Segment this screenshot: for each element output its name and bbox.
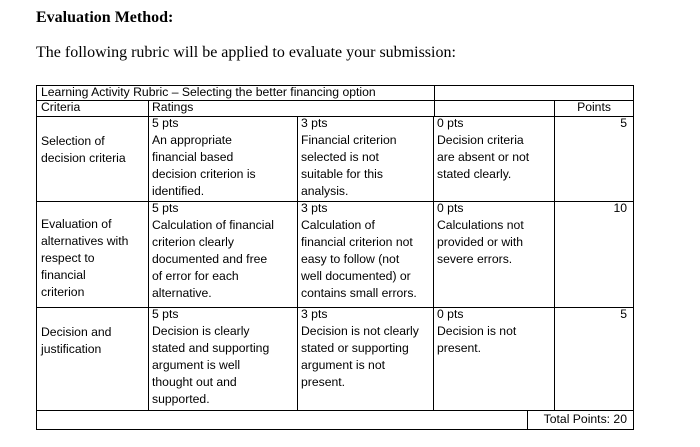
rating-description: are absent or not — [437, 150, 530, 164]
rating-cell — [297, 306, 433, 391]
rating-cell — [148, 200, 297, 302]
rating-description: Decision criteria — [437, 133, 524, 147]
rating-points: 5 pts — [152, 201, 179, 215]
rating-description: financial criterion not — [301, 235, 413, 249]
rating-description: severe errors. — [437, 252, 513, 266]
rating-description: easy to follow (not — [301, 252, 400, 266]
points-value: 10 — [613, 201, 627, 215]
rating-description: documented and free — [152, 252, 268, 266]
rating-cell — [148, 115, 297, 200]
total-points: Total Points: 20 — [543, 412, 627, 426]
rating-points: 5 pts — [152, 307, 179, 321]
rating-description: of error for each — [152, 269, 239, 283]
criterion-cell — [37, 216, 148, 301]
rubric-table — [36, 85, 634, 430]
rating-cell — [433, 115, 554, 183]
rating-points: 0 pts — [437, 307, 464, 321]
rating-description: alternative. — [152, 286, 212, 300]
rating-description: Calculation of — [301, 218, 375, 232]
rating-description: stated clearly. — [437, 167, 512, 181]
header-points: Points — [577, 100, 611, 114]
section-heading: Evaluation Method: — [36, 9, 174, 26]
rating-points: 5 pts — [152, 116, 179, 130]
rating-description: stated and supporting — [152, 341, 270, 355]
criterion-text: justification — [41, 342, 102, 356]
criterion-text: decision criteria — [41, 151, 126, 165]
rating-cell — [433, 200, 554, 268]
rating-description: well documented) or — [301, 269, 411, 283]
rating-points: 3 pts — [301, 201, 328, 215]
criterion-text: Selection of — [41, 134, 105, 148]
criterion-text: respect to — [41, 251, 95, 265]
rating-description: supported. — [152, 392, 210, 406]
rating-description: argument is well — [152, 358, 241, 372]
header-ratings: Ratings — [152, 100, 194, 114]
points-value: 5 — [620, 307, 627, 321]
points-value: 5 — [620, 116, 627, 130]
rating-description: Financial criterion — [301, 133, 397, 147]
rating-points: 0 pts — [437, 201, 464, 215]
criterion-cell — [37, 133, 148, 167]
rating-description: contains small errors. — [301, 286, 417, 300]
rating-description: Decision is not clearly — [301, 324, 419, 338]
criterion-text: Evaluation of — [41, 217, 112, 231]
grid-line — [434, 100, 435, 116]
rating-description: stated or supporting — [301, 341, 409, 355]
rating-cell — [297, 200, 433, 302]
rating-description: financial based — [152, 150, 234, 164]
rating-cell — [148, 306, 297, 408]
rubric-title: Learning Activity Rubric – Selecting the better financing option — [41, 85, 376, 99]
rating-description: present. — [301, 375, 346, 389]
criterion-text: financial — [41, 268, 86, 282]
rating-description: criterion clearly — [152, 235, 234, 249]
rating-description: Decision is clearly — [152, 324, 250, 338]
header-criteria: Criteria — [41, 100, 81, 114]
rating-description: suitable for this — [301, 167, 383, 181]
rating-description: thought out and — [152, 375, 237, 389]
rating-description: An appropriate — [152, 133, 232, 147]
intro-text: The following rubric will be applied to evaluate your submission: — [36, 44, 456, 61]
criterion-cell — [37, 324, 148, 358]
rating-description: Calculations not — [437, 218, 524, 232]
rating-description: analysis. — [301, 184, 349, 198]
rating-cell — [433, 306, 554, 357]
criterion-text: alternatives with — [41, 234, 129, 248]
rating-description: selected is not — [301, 150, 379, 164]
rating-description: provided or with — [437, 235, 524, 249]
rating-description: Decision is not — [437, 324, 517, 338]
rating-points: 3 pts — [301, 307, 328, 321]
criterion-text: criterion — [41, 285, 85, 299]
rating-description: identified. — [152, 184, 205, 198]
rating-description: present. — [437, 341, 482, 355]
rating-description: Calculation of financial — [152, 218, 274, 232]
rating-description: decision criterion is — [152, 167, 256, 181]
grid-line — [554, 100, 555, 410]
rating-description: argument is not — [301, 358, 386, 372]
criterion-text: Decision and — [41, 325, 112, 339]
rating-cell — [297, 115, 433, 200]
rating-points: 3 pts — [301, 116, 328, 130]
rating-points: 0 pts — [437, 116, 464, 130]
